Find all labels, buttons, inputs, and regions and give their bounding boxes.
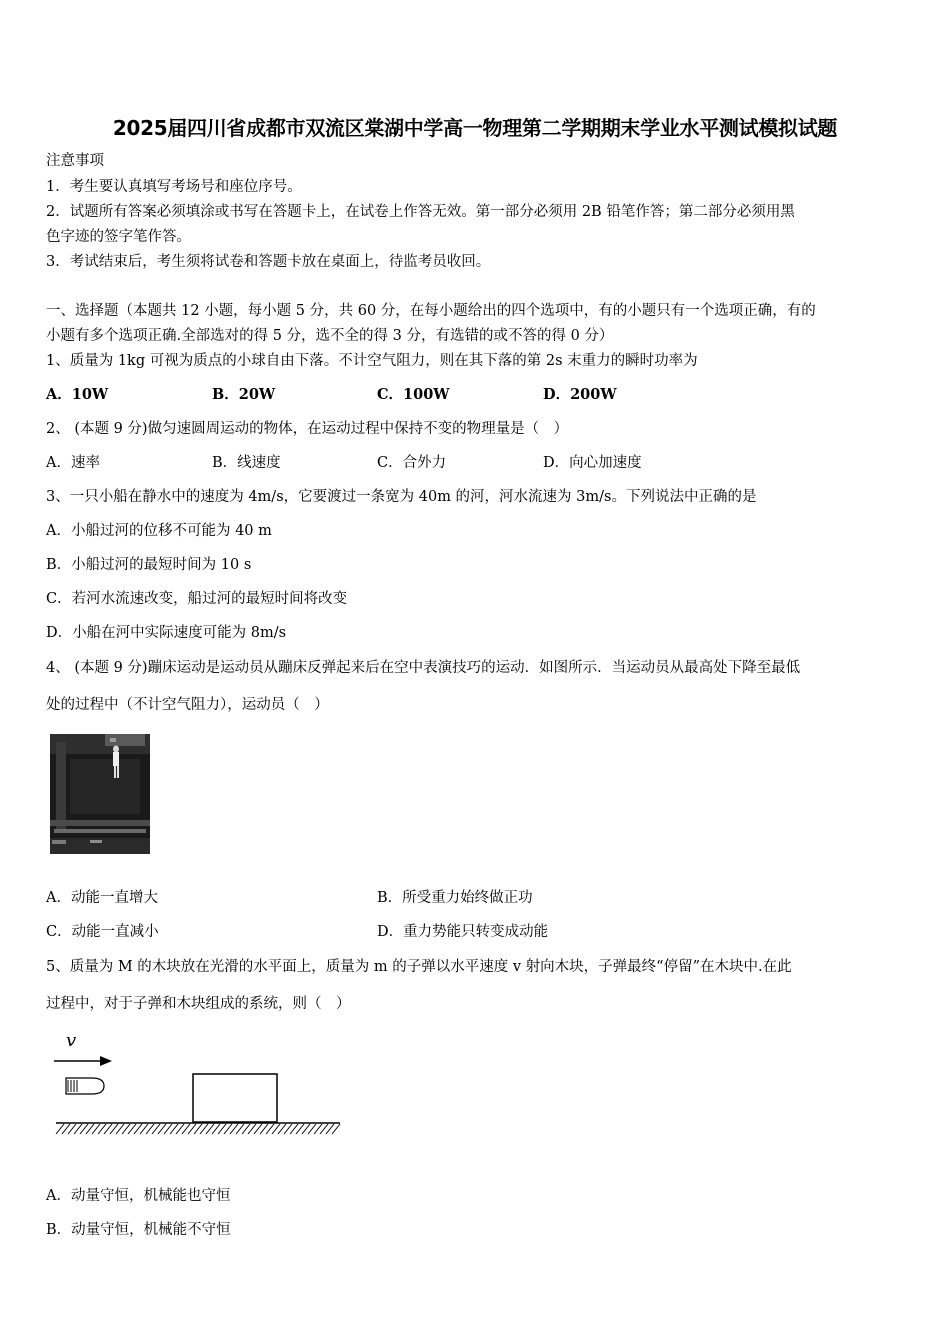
section-instructions: 一、选择题（本题共 12 小题，每小题 5 分，共 60 分，在每小题给出的四个选项中，有的小题只有一个选项正确，有的 <box>46 303 816 319</box>
question-4-stem: 处的过程中（不计空气阻力），运动员（ ） <box>46 697 329 713</box>
q2-option-d[interactable]: D．向心加速度 <box>543 455 642 471</box>
wood-block <box>193 1074 277 1122</box>
q3-option-b[interactable]: B．小船过河的最短时间为 10 s <box>46 557 252 573</box>
question-1-stem: 1、质量为 1kg 可视为质点的小球自由下落。不计空气阻力，则在其下落的第 2s 末重力的瞬时功率为 <box>46 353 698 369</box>
question-4-stem: 4、 (本题 9 分)蹦床运动是运动员从蹦床反弹起来后在空中表演技巧的运动．如图所示．当运动员从最高处下降至最低 <box>46 660 801 676</box>
q1-option-a[interactable]: A．10W <box>46 386 109 403</box>
trampoline-photo <box>50 734 150 854</box>
q5-option-b[interactable]: B．动量守恒，机械能不守恒 <box>46 1222 231 1238</box>
notice-item: 1．考生要认真填写考场号和座位序号。 <box>46 179 302 195</box>
page-title: 2025届四川省成都市双流区棠湖中学高一物理第二学期期末学业水平测试模拟试题 <box>112 116 838 140</box>
question-5-stem: 过程中，对于子弹和木块组成的系统，则（ ） <box>46 996 351 1012</box>
bullet-block-diagram <box>52 1028 342 1143</box>
ground-hatching <box>56 1124 340 1134</box>
notice-item: 3．考试结束后，考生须将试卷和答题卡放在桌面上，待监考员收回。 <box>46 254 491 270</box>
notice-heading: 注意事项 <box>46 153 104 169</box>
q5-option-a[interactable]: A．动量守恒，机械能也守恒 <box>46 1188 231 1204</box>
notice-item: 色字迹的签字笔作答。 <box>46 229 191 245</box>
velocity-label: v <box>66 1030 77 1051</box>
question-5-stem: 5、质量为 M 的木块放在光滑的水平面上，质量为 m 的子弹以水平速度 v 射向木块，子弹最终“停留”在木块中.在此 <box>46 959 792 975</box>
bullet <box>66 1078 104 1094</box>
q1-option-d[interactable]: D．200W <box>543 386 617 403</box>
notice-item: 2．试题所有答案必须填涂或书写在答题卡上，在试卷上作答无效。第一部分必须用 2B 铅笔作答；第二部分必须用黑 <box>46 204 795 220</box>
q3-option-c[interactable]: C．若河水流速改变，船过河的最短时间将改变 <box>46 591 348 607</box>
q1-option-b[interactable]: B．20W <box>212 386 276 403</box>
question-3-stem: 3、一只小船在静水中的速度为 4m/s，它要渡过一条宽为 40m 的河，河水流速为 3m/s。下列说法中正确的是 <box>46 489 757 505</box>
q4-option-a[interactable]: A．动能一直增大 <box>46 890 158 906</box>
section-instructions: 小题有多个选项正确.全部选对的得 5 分，选不全的得 3 分，有选错的或不答的得 0 分） <box>46 328 614 344</box>
q2-option-a[interactable]: A．速率 <box>46 455 100 471</box>
q2-option-c[interactable]: C．合外力 <box>377 455 447 471</box>
q4-option-c[interactable]: C．动能一直减小 <box>46 924 159 940</box>
question-2-stem: 2、 (本题 9 分)做匀速圆周运动的物体，在运动过程中保持不变的物理量是（ ） <box>46 421 569 437</box>
q3-option-a[interactable]: A．小船过河的位移不可能为 40 m <box>46 523 272 539</box>
q1-option-c[interactable]: C．100W <box>377 386 450 403</box>
q2-option-b[interactable]: B．线速度 <box>212 455 281 471</box>
q4-option-d[interactable]: D．重力势能只转变成动能 <box>377 924 549 940</box>
q3-option-d[interactable]: D．小船在河中实际速度可能为 8m/s <box>46 625 287 641</box>
arrowhead-icon <box>100 1056 112 1066</box>
q4-option-b[interactable]: B．所受重力始终做正功 <box>377 890 533 906</box>
